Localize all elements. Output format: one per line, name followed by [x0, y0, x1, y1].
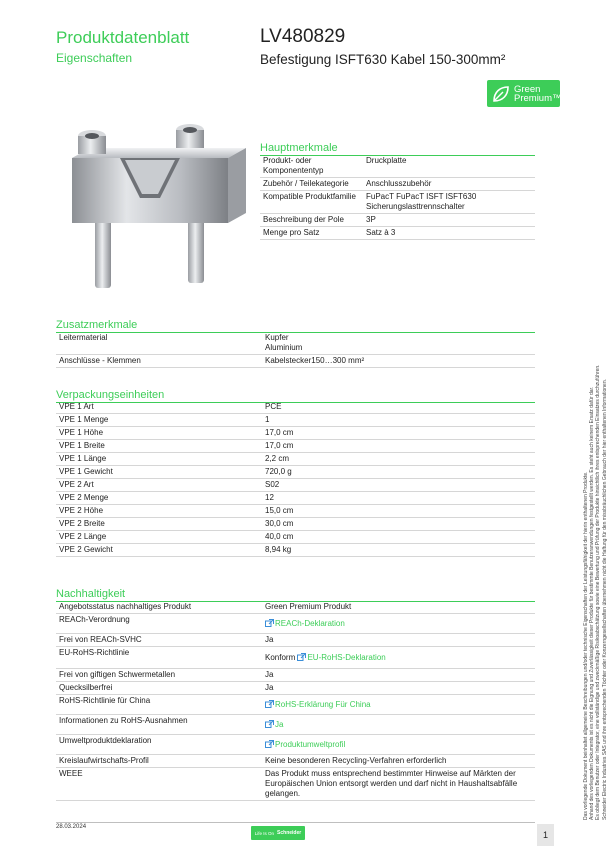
page-number: 1: [537, 824, 554, 846]
table-row: Frei von giftigen Schwermetallen Ja: [56, 669, 535, 682]
header-right: [260, 26, 505, 69]
table-row: REACh-Verordnung REACh-Deklaration: [56, 614, 535, 634]
product-description: Befestigung ISFT630 Kabel 150-300mm²: [260, 52, 506, 67]
table-row: VPE 1 Höhe 17,0 cm: [56, 427, 535, 440]
packaging-title: Verpackungseinheiten: [56, 388, 535, 403]
additional-features-table: [56, 332, 535, 368]
doc-type-title: Produktdatenblatt: [56, 28, 190, 47]
eu-rohs-declaration-link[interactable]: EU-RoHS-Deklaration: [297, 653, 385, 662]
table-row: VPE 2 Gewicht 8,94 kg: [56, 544, 535, 557]
disclaimer-text: Das vorliegende Dokument beinhaltet allgemeine Beschreibungen und/oder technische Eigenschaften der Leistungsfähigkeit der hierin enthaltenen Produkte. Anhand des vorliegenden Dokuments ist es nicht die Eignung und Zuverlässigkeit dieser Produkte für bestimmte Benutzeranwendungen festgestellt werden. Es steht auch keinem Ersatz dafür dar. Es obliegt dem Benutzer oder Integrator, eine vollständige und zweckmäßige Risikoabschätzung sowie eine Bewertung und Prüfung der Produkte hinsichtlich ihres entsprechenden Einsatzes durchzuführen. Schneider Electric Industries SAS und ihre entsprechenden Töchter oder Konzerngesellschaften übernehmen nicht die Haftung für den missbräuchlichen Gebrauch der hier enthaltenen Informationen.: [583, 364, 608, 820]
table-row: Leitermaterial Kupfer Aluminium: [56, 332, 535, 355]
table-row: VPE 1 Menge 1: [56, 414, 535, 427]
leaf-icon: [491, 84, 511, 104]
additional-features-title: Zusatzmerkmale: [56, 318, 535, 333]
table-row: VPE 2 Art S02: [56, 479, 535, 492]
green-premium-line2: Premium™: [514, 92, 562, 104]
table-row: Beschreibung der Pole 3P: [260, 214, 535, 227]
table-row: Anschlüsse - Klemmen Kabelstecker150…300 mm²: [56, 355, 535, 368]
green-premium-logo: [487, 80, 560, 107]
table-row: Frei von REACh-SVHC Ja: [56, 634, 535, 647]
external-link-icon: [265, 619, 274, 627]
green-premium-line1: Green: [514, 83, 541, 95]
product-code: LV480829: [260, 26, 346, 47]
table-row: VPE 2 Menge 12: [56, 492, 535, 505]
external-link-icon: [265, 740, 274, 748]
rohs-exemptions-link[interactable]: Ja: [265, 720, 283, 729]
main-features-table: [260, 155, 535, 240]
table-row: VPE 1 Länge 2,2 cm: [56, 453, 535, 466]
external-link-icon: [297, 653, 306, 661]
footer-date: 28.03.2024: [56, 824, 87, 830]
external-link-icon: [265, 700, 274, 708]
sustainability-title: Nachhaltigkeit: [56, 587, 535, 602]
table-row: Angebotsstatus nachhaltiges Produkt Green Premium Produkt: [56, 601, 535, 614]
table-row: Quecksilberfrei Ja: [56, 682, 535, 695]
table-row: VPE 1 Art PCE: [56, 401, 535, 414]
table-row: VPE 1 Breite 17,0 cm: [56, 440, 535, 453]
table-row: Kompatible Produktfamilie FuPacT FuPacT ISFT ISFT630 Sicherungslasttrennschalter: [260, 191, 535, 214]
main-features-title: Hauptmerkmale: [260, 141, 535, 156]
table-row: Zubehör / Teilekategorie Anschlusszubehör: [260, 178, 535, 191]
reach-declaration-link[interactable]: REACh-Deklaration: [265, 619, 345, 628]
external-link-icon: [265, 720, 274, 728]
table-row: VPE 2 Höhe 15,0 cm: [56, 505, 535, 518]
table-row: Produkt- oder Komponententyp Druckplatte: [260, 155, 535, 178]
table-row: WEEE Das Produkt muss entsprechend bestimmter Hinweise auf Märkten der Europäischen Union entsorgt werden und darf nicht in Haushaltsabfälle gelangen.: [56, 768, 535, 801]
section-title: Eigenschaften: [56, 51, 133, 65]
china-rohs-link[interactable]: RoHS-Erklärung Für China: [265, 700, 371, 709]
table-row: VPE 2 Länge 40,0 cm: [56, 531, 535, 544]
table-row: Umweltproduktdeklaration Produktumweltprofil: [56, 735, 535, 755]
table-row: VPE 1 Gewicht 720,0 g: [56, 466, 535, 479]
schneider-logo: Life Is On Schneider: [251, 826, 305, 840]
table-row: Informationen zu RoHS-Ausnahmen Ja: [56, 715, 535, 735]
table-row: VPE 2 Breite 30,0 cm: [56, 518, 535, 531]
table-row: Menge pro Satz Satz à 3: [260, 227, 535, 240]
product-image: [50, 118, 250, 298]
packaging-table: [56, 401, 535, 557]
table-row: EU-RoHS-Richtlinie Konform EU-RoHS-Deklaration: [56, 647, 535, 669]
environmental-profile-link[interactable]: Produktumweltprofil: [265, 740, 345, 749]
table-row: Kreislaufwirtschafts-Profil Keine besonderen Recycling-Verfahren erforderlich: [56, 755, 535, 768]
header-left: [56, 28, 189, 66]
sustainability-table: [56, 601, 535, 801]
footer-divider: [56, 822, 535, 823]
table-row: RoHS-Richtlinie für China RoHS-Erklärung Für China: [56, 695, 535, 715]
